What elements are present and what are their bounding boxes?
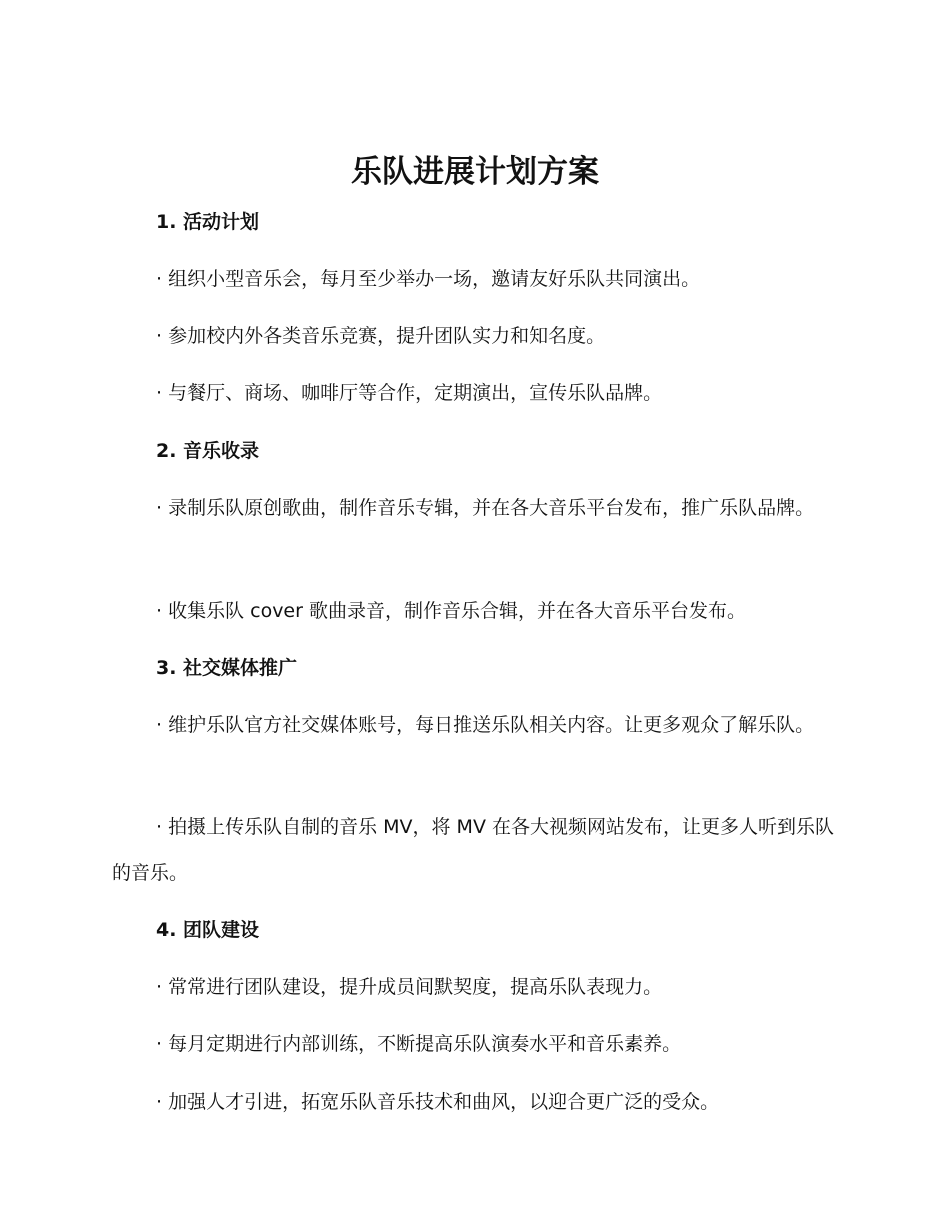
section-heading-team-building: 4. 团队建设 [156, 919, 260, 941]
paragraph: · 录制乐队原创歌曲，制作音乐专辑，并在各大音乐平台发布，推广乐队品牌。 [156, 497, 815, 519]
paragraph: · 加强人才引进，拓宽乐队音乐技术和曲风，以迎合更广泛的受众。 [156, 1091, 720, 1113]
paragraph: · 收集乐队 cover 歌曲录音，制作音乐合辑，并在各大音乐平台发布。 [156, 600, 746, 622]
paragraph: · 拍摄上传乐队自制的音乐 MV，将 MV 在各大视频网站发布，让更多人听到乐队的音乐。 [112, 816, 834, 884]
document-title: 乐队进展计划方案 [351, 154, 599, 190]
section-heading-social-media: 3. 社交媒体推广 [156, 657, 298, 679]
paragraph: · 与餐厅、商场、咖啡厅等合作，定期演出，宣传乐队品牌。 [156, 382, 663, 404]
section-heading-music-recording: 2. 音乐收录 [156, 440, 260, 462]
paragraph: · 组织小型音乐会，每月至少举办一场，邀请友好乐队共同演出。 [156, 268, 701, 290]
paragraph: · 每月定期进行内部训练，不断提高乐队演奏水平和音乐素养。 [156, 1033, 682, 1055]
paragraph: · 常常进行团队建设，提升成员间默契度，提高乐队表现力。 [156, 976, 663, 998]
paragraph: · 参加校内外各类音乐竞赛，提升团队实力和知名度。 [156, 325, 606, 347]
paragraph: · 维护乐队官方社交媒体账号，每日推送乐队相关内容。让更多观众了解乐队。 [156, 714, 815, 736]
section-heading-activity-plan: 1. 活动计划 [156, 211, 260, 233]
